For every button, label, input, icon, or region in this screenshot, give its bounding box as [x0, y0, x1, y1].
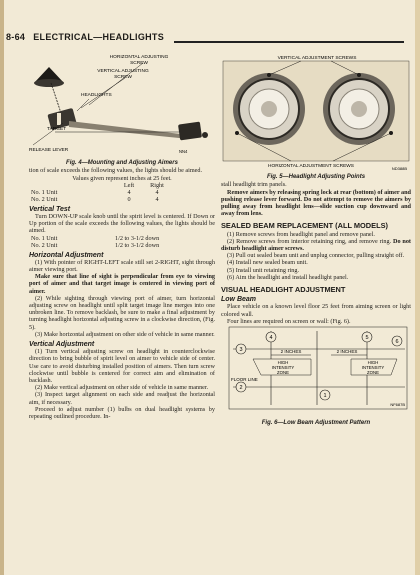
left-column [29, 53, 215, 420]
label-2-inches-right: 2 INCHES [336, 349, 358, 355]
vertical-closing: Proceed to adjust number (1) bulbs on dual headlight systems by repeating outlined procedure. In- [29, 405, 215, 421]
figure-6-caption: Fig. 6—Low Beam Adjustment Pattern [261, 420, 371, 427]
zone-right-label-3: ZONE [367, 370, 379, 376]
sealed-step-2 [221, 238, 411, 252]
label-2-inches-left: 2 INCHES [280, 349, 302, 355]
values-note: Values given represent inches at 25 feet. [72, 174, 172, 182]
page-header [6, 30, 164, 44]
sealed-step-3: (3) Pull out sealed beam unit and unplug connector, pulling straight off. [227, 252, 405, 260]
sealed-step-2-text: (2) Remove screws from interior retaining ring, and remove ring. [227, 237, 393, 245]
table2-row1-label: No. 1 Unit [31, 234, 58, 242]
label-vertical-screws: VERTICAL ADJUSTMENT SCREWS [277, 56, 357, 61]
aimer-right [178, 122, 202, 141]
zone-left-label-1: HIGH [277, 360, 289, 366]
lamp-base [34, 79, 64, 87]
label-headlights: HEADLIGHTS [81, 93, 112, 98]
line-number-1: 1 [323, 393, 327, 400]
vertical-test-heading: Vertical Test [29, 205, 71, 213]
label-target: TARGET [47, 127, 67, 132]
figure-5-drawing [221, 53, 411, 171]
low-beam-text-1: Place vehicle on a known level floor 25 feet from aiming screen or light colored wall. [221, 303, 411, 318]
table1-header-blank [31, 182, 115, 189]
table2-row2-value: 1/2 to 3-1/2 down [115, 241, 160, 249]
zone-right-label-2: INTENSITY [361, 365, 385, 371]
target-window [57, 113, 61, 125]
low-beam-text-2: Four lines are required on screen or wall: (Fig. 6). [227, 317, 351, 325]
sealed-step-1: (1) Remove screws from headlight panel and remove panel. [227, 230, 375, 238]
line-number-3: 3 [239, 347, 243, 354]
table1-row2-left: 0 [127, 195, 131, 203]
figure-6-drawing [221, 325, 411, 417]
line-number-6: 6 [395, 339, 399, 346]
values-table-2 [31, 235, 215, 249]
vertical-test-text: Turn DOWN-UP scale knob until the spirit level is centered. If Down or Up portion of the scale exceeds the following values, the lights should be aimed. [29, 213, 215, 235]
label-release-lever: RELEASE LEVER [29, 148, 69, 153]
line-number-2: 2 [239, 385, 243, 392]
table1-row2-label: No. 2 Unit [31, 195, 58, 203]
figure-4-code: NN4 [179, 149, 188, 154]
figure-5-code: ND388B [391, 166, 407, 171]
sealed-step-4: (4) Install new sealed beam unit. [227, 259, 308, 267]
label-vertical-screw-1: VERTICAL ADJUSTING [97, 69, 149, 74]
figure-6 [221, 325, 411, 427]
vertical-adjustment-heading: Vertical Adjustment [29, 341, 95, 349]
right-column [221, 53, 411, 427]
horizontal-caution: Make sure that line of sight is perpendicular from eye to viewing port of aimer and that target image is centered in viewing port of aimer. [29, 273, 215, 295]
table1-header-left: Left [123, 181, 135, 189]
line-number-4: 4 [269, 335, 273, 342]
vertical-step-2: (2) Make vertical adjustment on other side of vehicle in same manner. [35, 384, 209, 392]
zone-left-label-3: ZONE [277, 370, 289, 376]
figure-4-caption: Fig. 4—Mounting and Adjusting Aimers [66, 160, 178, 167]
page-number: 8-64 [6, 32, 26, 42]
aimer-bar [69, 121, 189, 139]
table1-row1-right: 4 [155, 188, 159, 196]
figure-4 [29, 53, 215, 167]
visual-adjustment-heading: VISUAL HEADLIGHT ADJUSTMENT [221, 285, 346, 295]
zone-right-label-1: HIGH [367, 360, 379, 366]
right-intro: stall headlight trim panels. [221, 181, 287, 189]
label-horizontal-screws: HORIZONTAL ADJUSTMENT SCREWS [268, 164, 354, 169]
label-vertical-screw-2: SCREW [114, 75, 132, 80]
sealed-step-6: (6) Aim the headlight and install headlight panel. [227, 273, 349, 281]
figure-5-caption: Fig. 5—Headlight Adjusting Points [266, 174, 366, 181]
sealed-beam-heading: SEALED BEAM REPLACEMENT (ALL MODELS) [221, 221, 388, 231]
table2-row1-value: 1/2 to 3-1/2 down [115, 234, 160, 242]
label-horizontal-screw-2: SCREW [130, 61, 148, 66]
low-beam-heading: Low Beam [221, 296, 257, 304]
table1-row1-left: 4 [127, 188, 131, 196]
zone-left-label-2: INTENSITY [271, 365, 295, 371]
line-number-5: 5 [365, 335, 369, 342]
label-horizontal-screw-1: HORIZONTAL ADJUSTING [109, 55, 169, 60]
left-intro: tion of scale exceeds the following values, the lights should be aimed. [29, 167, 203, 175]
horizontal-adjustment-heading: Horizontal Adjustment [29, 251, 104, 259]
figure-5 [221, 53, 411, 181]
header-rule [174, 41, 404, 43]
table1-row2-right: 4 [155, 195, 159, 203]
table1-row1-label: No. 1 Unit [31, 188, 58, 196]
horizontal-step-3: (3) Make horizontal adjustment on other side of vehicle in same manner. [35, 330, 215, 338]
page-edge-left [0, 0, 4, 575]
section-title: ELECTRICAL—HEADLIGHTS [33, 32, 165, 42]
vertical-step-3: (3) Inspect target alignment on each side and readjust the horizontal aim, if necessary. [29, 391, 215, 406]
figure-4-drawing [29, 53, 215, 157]
horizontal-step-1: (1) With pointer of RIGHT-LEFT scale still set 2-RIGHT, sight through aimer viewing port. [29, 258, 215, 274]
values-table-1 [31, 182, 215, 203]
page-edge-right [415, 0, 420, 575]
horizontal-step-2: (2) While sighting through viewing port of aimer, turn horizontal adjusting screw on headlight until split target image line merges into one unbroken line. To remove backlash, be sure to make a final adjustment by turning headlight horizontal adjusting screw in a clockwise direction, (Fig. 5). [29, 294, 215, 331]
remove-aimers-instruction: Remove aimers by releasing spring lock at rear (bottom) of aimer and pushing release lever forward. Do not attempt to remove the aimers by pulling away from headlight lens—slide suction cup downward and away from lens. [221, 188, 411, 218]
table1-header-right: Right [150, 181, 164, 189]
label-floor-line: FLOOR LINE [231, 377, 258, 383]
table2-row2-label: No. 2 Unit [31, 241, 58, 249]
figure-6-code: NF687B [390, 402, 405, 408]
sealed-step-5: (5) Install unit retaining ring. [227, 266, 299, 274]
sealed-step-2-caution: Do not disturb headlight aimer screws. [221, 237, 411, 253]
vertical-step-1: (1) Turn vertical adjusting screw on headlight in counterclockwise direction to bring bubble of spirit level on aimer to vehicle side of center. Use care to avoid disturbing installed position of aimers. Then turn screw clockwise until bubble is centered for correct aim and elimination of backlash. [29, 348, 215, 385]
